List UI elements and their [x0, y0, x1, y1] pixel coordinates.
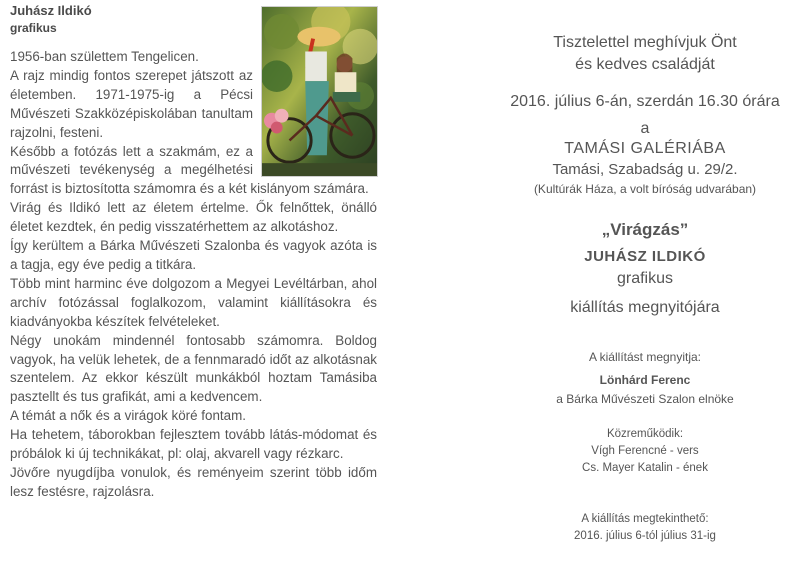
article-a: a [640, 120, 650, 137]
event-type: kiállítás megnyitójára [570, 299, 720, 316]
bio-paragraph: Jövőre nyugdíjba vonulok, és reményeim szerint több időm lesz festésre, rajzolásra. [10, 464, 377, 499]
venue-note: (Kultúrák Háza, a volt bíróság udvarában) [533, 182, 757, 196]
greeting-line-2: és kedves családját [575, 56, 715, 73]
opener-name: Lönhárd Ferenc [599, 373, 691, 387]
bio-paragraph: A témát a nők és a virágok köré fontam. [10, 408, 246, 424]
artist-name: Juhász Ildikó [10, 3, 92, 18]
opener-title: a Bárka Művészeti Szalon elnöke [556, 392, 734, 406]
bio-paragraph: Több mint harminc éve dolgozom a Megyei Levéltárban, ahol archív fotózással foglalkozom, valamint kiállításokra és kiadványokba készítek felvételeket. [10, 275, 377, 329]
exhibition-title: „Virágzás” [601, 220, 689, 239]
viewing-dates: 2016. július 6-tól július 31-ig [574, 530, 716, 542]
bio-paragraph: Ha tehetem, táborokban fejlesztem tovább látás-módomat és próbálok ki új technikákat, pl: olaj, akvarell vagy rézkarc. [10, 427, 377, 462]
viewing-label: A kiállítás megtekinthető: [581, 513, 709, 525]
bio-paragraph: Négy unokám mindennél fontosabb számomra. Boldog vagyok, ha velük lehetek, de a fennmaradó időt az alkotásnak szentelem. Az ekkor készült munkákból hoztam Tamásiba pasztellt és tus grafikát, ami a kedvencem. [10, 332, 377, 405]
venue-name: TAMÁSI GALÉRIÁBA [564, 140, 726, 157]
event-date-time: 2016. július 6-án, szerdán 16.30 órára [510, 93, 780, 110]
greeting-line-1: Tisztelettel meghívjuk Önt [553, 34, 737, 51]
painting-spacer [257, 48, 377, 175]
artist-name-caps: JUHÁSZ ILDIKÓ [584, 248, 706, 265]
opener-label: A kiállítást megnyitja: [588, 350, 702, 364]
artist-role-right: grafikus [616, 270, 674, 287]
artist-biography [10, 48, 377, 502]
bio-paragraph: 1956-ban születtem Tengelicen. [10, 49, 199, 64]
contributors-label: Közreműködik: [606, 428, 684, 440]
contributor-item: Cs. Mayer Katalin - ének [582, 462, 708, 474]
bio-paragraph: Így kerültem a Bárka Művészeti Szalonba és vagyok azóta is a tagja, egy éve pedig a titkára. [10, 238, 377, 272]
artist-role: grafikus [10, 21, 57, 35]
bio-paragraph: Később a fotózás lett a szakmám, ez a művészeti tevékenység a megélhetési forrást is biztosította számomra és a két kislányom számára. [10, 143, 369, 197]
bio-paragraph: Virág és Ildikó lett az életem értelme. Ők felnőttek, önálló életet kezdtek, én pedig visszatérhettem az alkotáshoz. [10, 200, 377, 235]
bio-paragraph: A rajz mindig fontos szerepet játszott az életemben. 1971-1975-ig a Pécsi Művészeti Szakközépiskolában tanultam rajzolni, festeni. [10, 67, 253, 140]
venue-address: Tamási, Szabadság u. 29/2. [552, 161, 738, 178]
contributor-item: Vígh Ferencné - vers [591, 445, 699, 457]
